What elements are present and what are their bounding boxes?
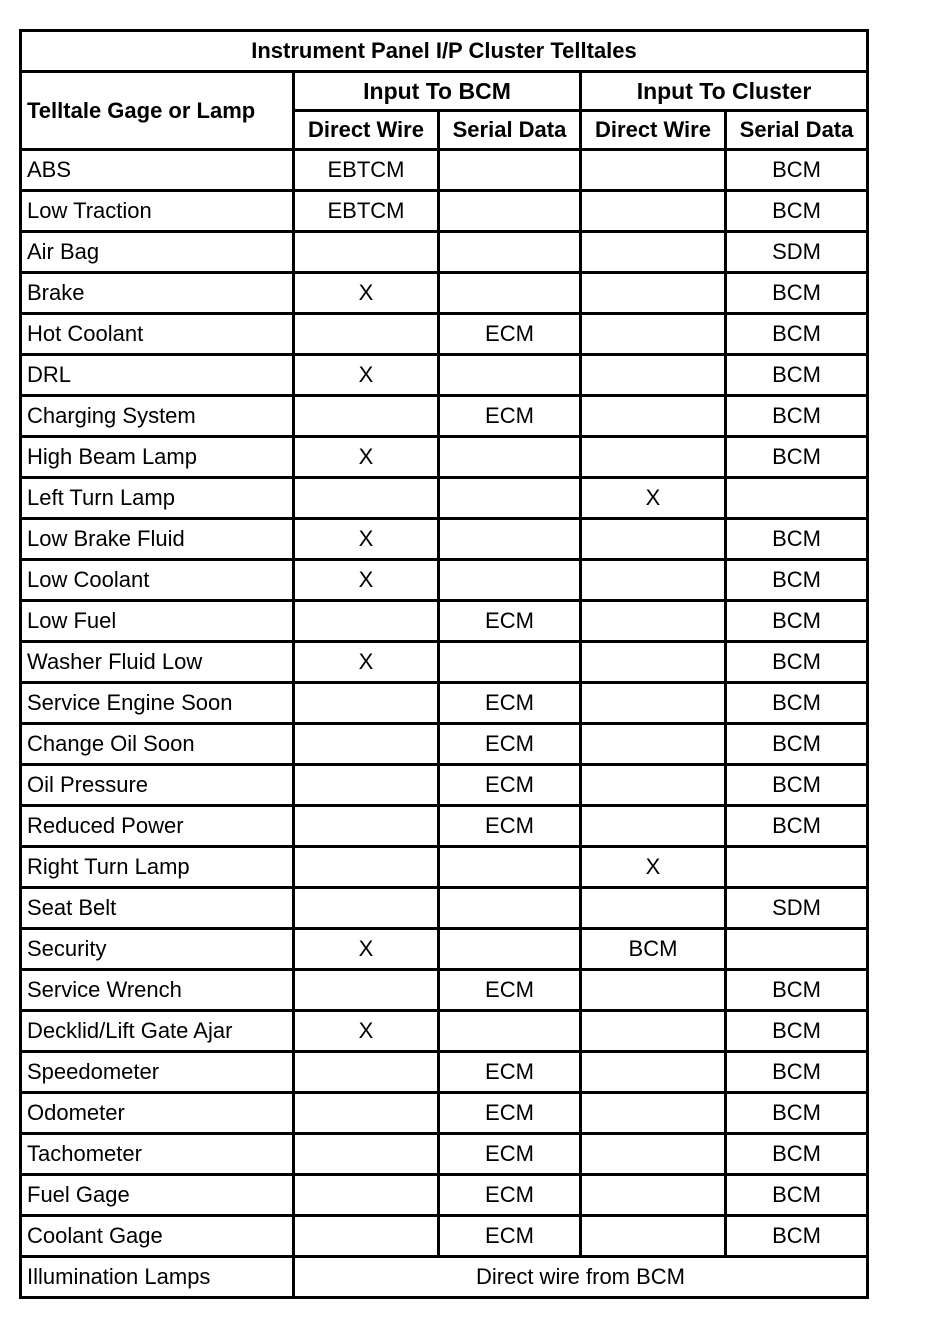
table-row (21, 970, 868, 1011)
row-label: Illumination Lamps (21, 1257, 294, 1298)
bcm-serial-data-header: Serial Data (439, 111, 581, 150)
table-row (21, 929, 868, 970)
cluster-direct-wire-cell (581, 1052, 726, 1093)
row-label: Coolant Gage (21, 1216, 294, 1257)
cluster-serial-data-cell: BCM (726, 314, 868, 355)
table-row (21, 232, 868, 273)
bcm-direct-wire-cell (294, 1052, 439, 1093)
row-label: High Beam Lamp (21, 437, 294, 478)
table-row (21, 314, 868, 355)
bcm-direct-wire-cell (294, 765, 439, 806)
cluster-direct-wire-cell: X (581, 847, 726, 888)
cluster-serial-data-cell: BCM (726, 642, 868, 683)
bcm-direct-wire-header: Direct Wire (294, 111, 439, 150)
bcm-serial-data-cell: ECM (439, 970, 581, 1011)
input-to-bcm-header: Input To BCM (294, 72, 581, 111)
row-label: Low Traction (21, 191, 294, 232)
row-label: Change Oil Soon (21, 724, 294, 765)
bcm-direct-wire-cell (294, 1093, 439, 1134)
bcm-serial-data-cell: ECM (439, 314, 581, 355)
bcm-direct-wire-cell: X (294, 519, 439, 560)
row-label: Security (21, 929, 294, 970)
cluster-direct-wire-cell (581, 232, 726, 273)
cluster-direct-wire-header: Direct Wire (581, 111, 726, 150)
bcm-serial-data-cell: ECM (439, 806, 581, 847)
bcm-serial-data-cell (439, 642, 581, 683)
row-label: Charging System (21, 396, 294, 437)
bcm-direct-wire-cell: EBTCM (294, 150, 439, 191)
row-label: Decklid/Lift Gate Ajar (21, 1011, 294, 1052)
cluster-direct-wire-cell (581, 1093, 726, 1134)
cluster-serial-data-cell: BCM (726, 724, 868, 765)
bcm-serial-data-cell (439, 437, 581, 478)
row-label: Washer Fluid Low (21, 642, 294, 683)
cluster-serial-data-cell: BCM (726, 273, 868, 314)
bcm-direct-wire-cell (294, 847, 439, 888)
bcm-serial-data-cell (439, 1011, 581, 1052)
table-row (21, 1052, 868, 1093)
bcm-serial-data-cell (439, 355, 581, 396)
table-row (21, 437, 868, 478)
bcm-direct-wire-cell (294, 683, 439, 724)
row-label: Air Bag (21, 232, 294, 273)
cluster-serial-data-header: Serial Data (726, 111, 868, 150)
bcm-direct-wire-cell: X (294, 642, 439, 683)
illumination-lamps-row (21, 1257, 868, 1298)
bcm-direct-wire-cell (294, 806, 439, 847)
cluster-direct-wire-cell (581, 519, 726, 560)
telltales-table (19, 29, 869, 1299)
table-body (21, 150, 868, 1298)
cluster-direct-wire-cell (581, 1011, 726, 1052)
row-label: Tachometer (21, 1134, 294, 1175)
table-row (21, 273, 868, 314)
cluster-serial-data-cell: BCM (726, 683, 868, 724)
bcm-serial-data-cell: ECM (439, 601, 581, 642)
row-label: Speedometer (21, 1052, 294, 1093)
cluster-direct-wire-cell (581, 1216, 726, 1257)
bcm-direct-wire-cell: X (294, 929, 439, 970)
bcm-serial-data-cell (439, 847, 581, 888)
bcm-serial-data-cell (439, 191, 581, 232)
cluster-serial-data-cell: BCM (726, 1216, 868, 1257)
bcm-serial-data-cell (439, 888, 581, 929)
bcm-serial-data-cell: ECM (439, 1175, 581, 1216)
cluster-serial-data-cell: BCM (726, 396, 868, 437)
bcm-direct-wire-cell (294, 1216, 439, 1257)
row-label: Fuel Gage (21, 1175, 294, 1216)
bcm-direct-wire-cell (294, 478, 439, 519)
cluster-serial-data-cell: BCM (726, 560, 868, 601)
cluster-serial-data-cell: BCM (726, 601, 868, 642)
cluster-serial-data-cell: BCM (726, 1052, 868, 1093)
cluster-serial-data-cell: BCM (726, 437, 868, 478)
bcm-direct-wire-cell (294, 724, 439, 765)
cluster-serial-data-cell: BCM (726, 806, 868, 847)
table-row (21, 847, 868, 888)
table-row (21, 355, 868, 396)
cluster-serial-data-cell: BCM (726, 1093, 868, 1134)
bcm-serial-data-cell (439, 560, 581, 601)
row-label: ABS (21, 150, 294, 191)
cluster-direct-wire-cell (581, 273, 726, 314)
bcm-serial-data-cell (439, 273, 581, 314)
cluster-serial-data-cell: SDM (726, 888, 868, 929)
bcm-serial-data-cell (439, 478, 581, 519)
cluster-direct-wire-cell (581, 1134, 726, 1175)
cluster-direct-wire-cell (581, 396, 726, 437)
row-label: Left Turn Lamp (21, 478, 294, 519)
table-row (21, 191, 868, 232)
cluster-serial-data-cell: BCM (726, 355, 868, 396)
table-row (21, 724, 868, 765)
row-label: Low Brake Fluid (21, 519, 294, 560)
cluster-direct-wire-cell (581, 806, 726, 847)
cluster-serial-data-cell: BCM (726, 150, 868, 191)
bcm-direct-wire-cell: EBTCM (294, 191, 439, 232)
table-row (21, 519, 868, 560)
bcm-direct-wire-cell: X (294, 1011, 439, 1052)
row-label: Brake (21, 273, 294, 314)
table-row (21, 806, 868, 847)
cluster-direct-wire-cell (581, 437, 726, 478)
bcm-serial-data-cell: ECM (439, 396, 581, 437)
table-row (21, 642, 868, 683)
bcm-serial-data-cell (439, 929, 581, 970)
cluster-serial-data-cell (726, 478, 868, 519)
bcm-direct-wire-cell: X (294, 437, 439, 478)
table-row (21, 1011, 868, 1052)
cluster-serial-data-cell: BCM (726, 970, 868, 1011)
table-row (21, 601, 868, 642)
table-row (21, 150, 868, 191)
table-row (21, 1134, 868, 1175)
table-row (21, 1216, 868, 1257)
cluster-direct-wire-cell (581, 724, 726, 765)
row-label: Oil Pressure (21, 765, 294, 806)
cluster-serial-data-cell: BCM (726, 1175, 868, 1216)
cluster-direct-wire-cell (581, 191, 726, 232)
bcm-direct-wire-cell (294, 601, 439, 642)
bcm-direct-wire-cell (294, 1175, 439, 1216)
table-row (21, 560, 868, 601)
cluster-direct-wire-cell (581, 150, 726, 191)
bcm-direct-wire-cell: X (294, 560, 439, 601)
bcm-serial-data-cell: ECM (439, 1052, 581, 1093)
cluster-direct-wire-cell (581, 601, 726, 642)
row-label: Reduced Power (21, 806, 294, 847)
bcm-serial-data-cell: ECM (439, 1134, 581, 1175)
cluster-direct-wire-cell: BCM (581, 929, 726, 970)
row-label: DRL (21, 355, 294, 396)
bcm-serial-data-cell (439, 232, 581, 273)
row-label: Hot Coolant (21, 314, 294, 355)
title-row (21, 31, 868, 72)
cluster-direct-wire-cell: X (581, 478, 726, 519)
bcm-serial-data-cell (439, 150, 581, 191)
bcm-direct-wire-cell (294, 232, 439, 273)
label-column-header: Telltale Gage or Lamp (21, 72, 294, 150)
cluster-serial-data-cell: BCM (726, 765, 868, 806)
group-header-row (21, 72, 868, 111)
row-label: Seat Belt (21, 888, 294, 929)
bcm-direct-wire-cell (294, 314, 439, 355)
bcm-serial-data-cell: ECM (439, 724, 581, 765)
bcm-serial-data-cell: ECM (439, 1216, 581, 1257)
cluster-serial-data-cell: BCM (726, 191, 868, 232)
table-row (21, 888, 868, 929)
cluster-serial-data-cell: SDM (726, 232, 868, 273)
cluster-direct-wire-cell (581, 888, 726, 929)
cluster-direct-wire-cell (581, 642, 726, 683)
row-label: Low Fuel (21, 601, 294, 642)
row-label: Service Engine Soon (21, 683, 294, 724)
table-row (21, 683, 868, 724)
row-label: Low Coolant (21, 560, 294, 601)
row-label: Right Turn Lamp (21, 847, 294, 888)
bcm-serial-data-cell: ECM (439, 765, 581, 806)
bcm-direct-wire-cell: X (294, 355, 439, 396)
bcm-serial-data-cell (439, 519, 581, 560)
table-row (21, 396, 868, 437)
cluster-serial-data-cell: BCM (726, 1134, 868, 1175)
cluster-direct-wire-cell (581, 355, 726, 396)
cluster-serial-data-cell (726, 929, 868, 970)
bcm-direct-wire-cell (294, 888, 439, 929)
table-row (21, 478, 868, 519)
cluster-serial-data-cell: BCM (726, 519, 868, 560)
bcm-serial-data-cell: ECM (439, 1093, 581, 1134)
input-to-cluster-header: Input To Cluster (581, 72, 868, 111)
cluster-serial-data-cell (726, 847, 868, 888)
table-title: Instrument Panel I/P Cluster Telltales (21, 31, 868, 72)
cluster-direct-wire-cell (581, 560, 726, 601)
table-row (21, 1093, 868, 1134)
cluster-direct-wire-cell (581, 683, 726, 724)
row-label: Service Wrench (21, 970, 294, 1011)
cluster-direct-wire-cell (581, 765, 726, 806)
row-label: Odometer (21, 1093, 294, 1134)
table-row (21, 1175, 868, 1216)
bcm-direct-wire-cell (294, 1134, 439, 1175)
bcm-direct-wire-cell: X (294, 273, 439, 314)
cluster-direct-wire-cell (581, 314, 726, 355)
bcm-direct-wire-cell (294, 396, 439, 437)
table-row (21, 765, 868, 806)
cluster-direct-wire-cell (581, 1175, 726, 1216)
cluster-direct-wire-cell (581, 970, 726, 1011)
cluster-serial-data-cell: BCM (726, 1011, 868, 1052)
bcm-direct-wire-cell (294, 970, 439, 1011)
bcm-serial-data-cell: ECM (439, 683, 581, 724)
merged-cell: Direct wire from BCM (294, 1257, 868, 1298)
